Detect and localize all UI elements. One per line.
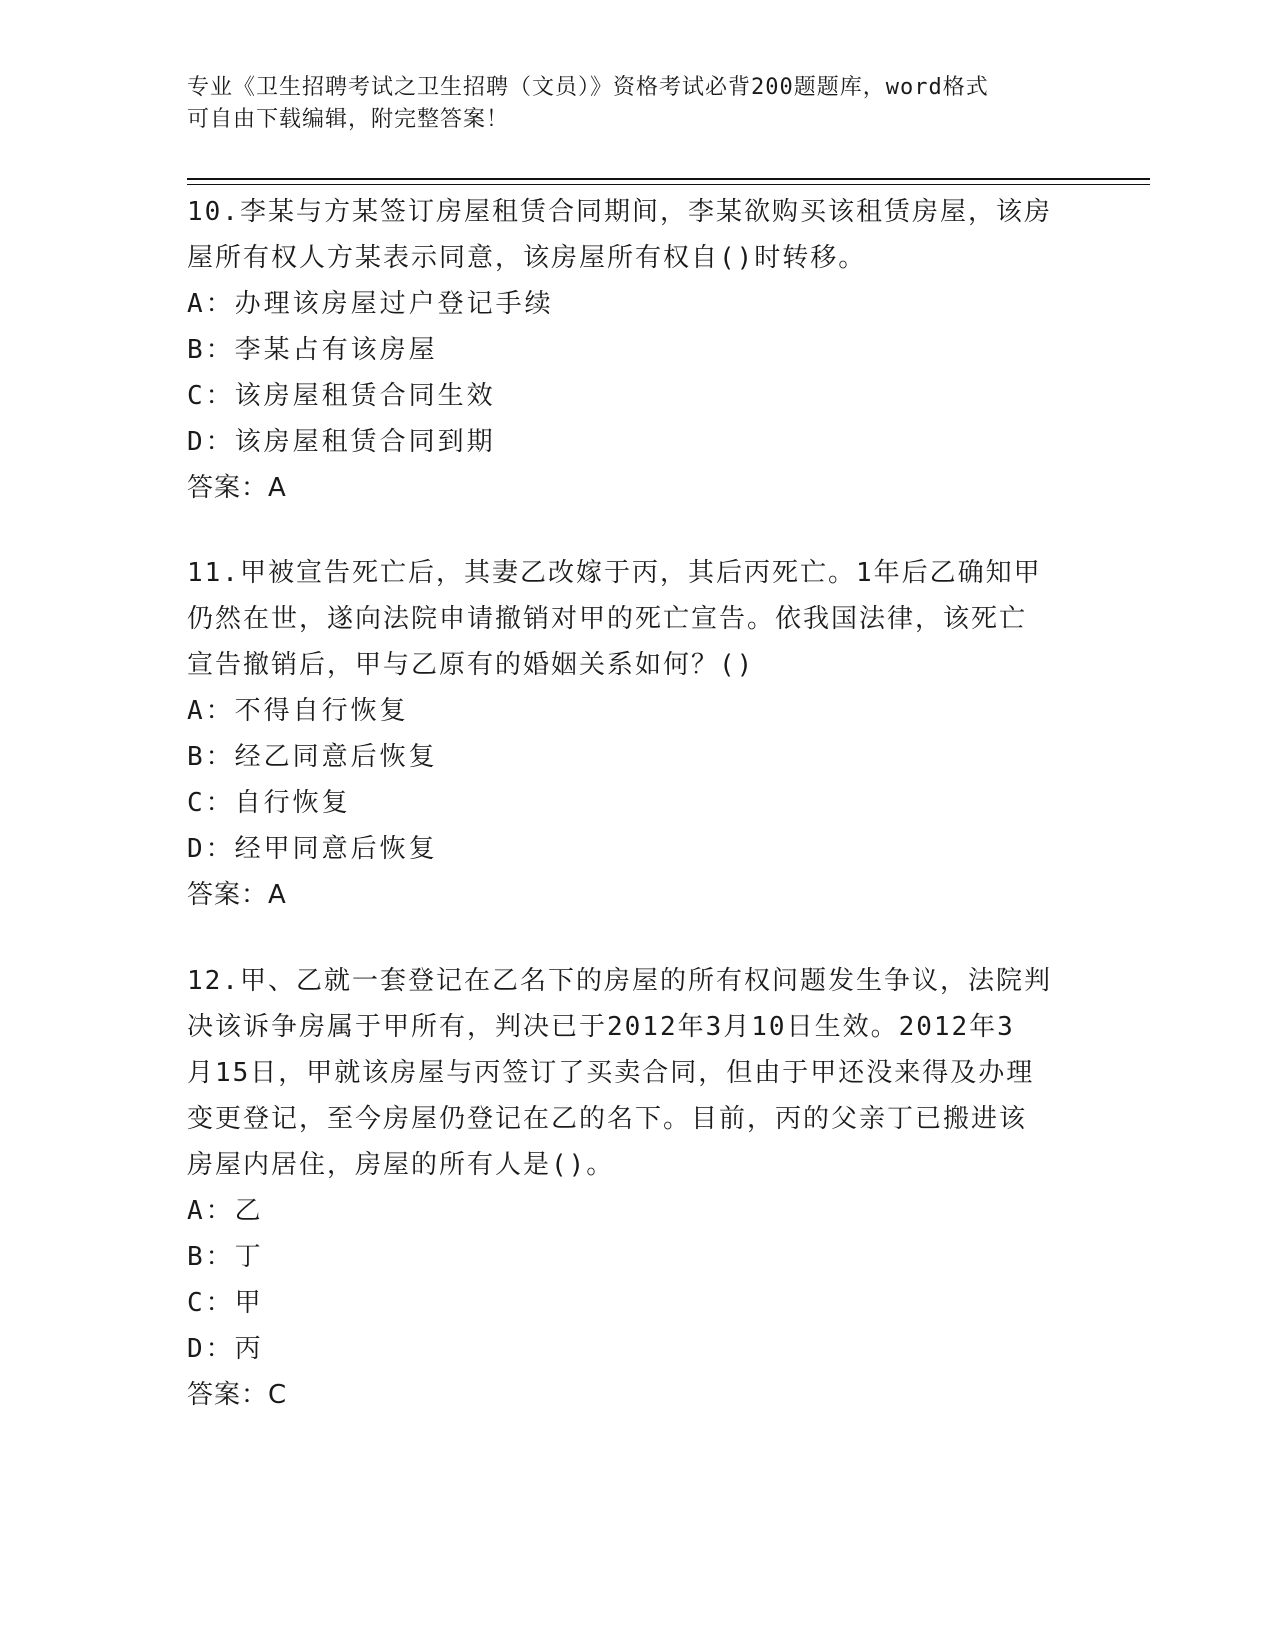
option-b: B：丁: [187, 1242, 264, 1272]
question-text: 房屋内居住，房屋的所有人是()。: [187, 1150, 615, 1180]
question-text: 月15日，甲就该房屋与丙签订了买卖合同，但由于甲还没来得及办理: [187, 1058, 1035, 1088]
header-divider: [187, 178, 1150, 180]
option-c: C：该房屋租赁合同生效: [187, 381, 496, 411]
question-block: [187, 958, 1087, 1418]
header-divider-thin: [187, 184, 1150, 185]
document-header: [187, 72, 1087, 136]
option-d: D：经甲同意后恢复: [187, 834, 438, 864]
option-a: A：不得自行恢复: [187, 696, 409, 726]
option-d: D：该房屋租赁合同到期: [187, 427, 496, 457]
option-d: D：丙: [187, 1334, 264, 1364]
question-text: 仍然在世，遂向法院申请撤销对甲的死亡宣告。依我国法律，该死亡: [187, 604, 1028, 634]
header-line: 可自由下载编辑，附完整答案！: [187, 107, 510, 132]
question-text: 变更登记，至今房屋仍登记在乙的名下。目前，丙的父亲丁已搬进该: [187, 1104, 1028, 1134]
answer: 答案：A: [187, 473, 287, 503]
answer: 答案：C: [187, 1380, 288, 1410]
option-a: A：乙: [187, 1196, 264, 1226]
option-c: C：自行恢复: [187, 788, 351, 818]
question-block: [187, 550, 1087, 918]
answer: 答案：A: [187, 880, 287, 910]
question-text: 屋所有权人方某表示同意，该房屋所有权自()时转移。: [187, 243, 867, 273]
option-b: B：李某占有该房屋: [187, 335, 438, 365]
question-text: 宣告撤销后，甲与乙原有的婚姻关系如何？(): [187, 650, 755, 680]
option-c: C：甲: [187, 1288, 264, 1318]
option-a: A：办理该房屋过户登记手续: [187, 289, 554, 319]
question-text: 10.李某与方某签订房屋租赁合同期间，李某欲购买该租赁房屋，该房: [187, 197, 1052, 227]
question-text: 11.甲被宣告死亡后，其妻乙改嫁于丙，其后丙死亡。1年后乙确知甲: [187, 558, 1042, 588]
option-b: B：经乙同意后恢复: [187, 742, 438, 772]
question-text: 12.甲、乙就一套登记在乙名下的房屋的所有权问题发生争议，法院判: [187, 966, 1052, 996]
question-block: [187, 189, 1087, 511]
header-line: 专业《卫生招聘考试之卫生招聘（文员）》资格考试必背200题题库，word格式: [187, 75, 989, 100]
question-text: 决该诉争房属于甲所有，判决已于2012年3月10日生效。2012年3: [187, 1012, 1015, 1042]
